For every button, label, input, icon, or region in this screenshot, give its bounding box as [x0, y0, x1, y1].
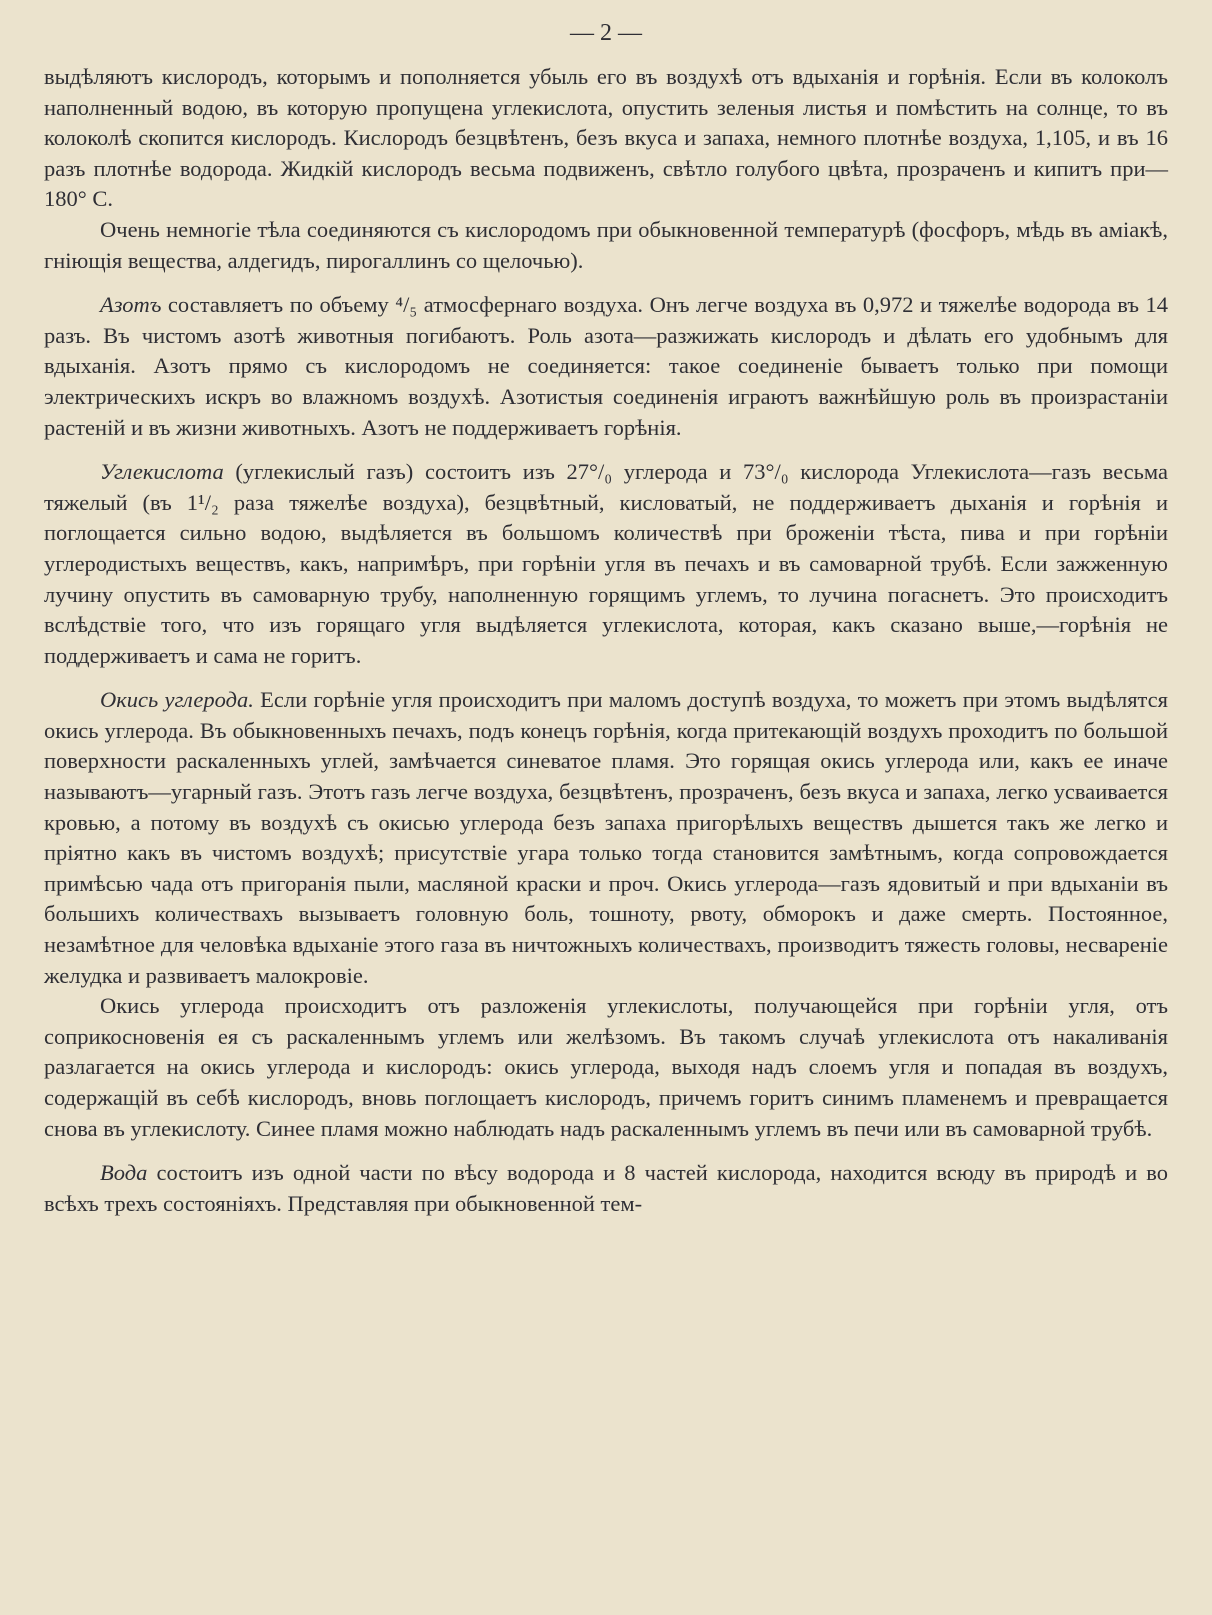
paragraph-oxygen-properties — [44, 62, 1168, 215]
paragraph-carbon-dioxide — [44, 457, 1168, 671]
paragraph-text: Если горѣніе угля происходитъ при маломъ доступѣ воздуха, то можетъ при этомъ выдѣлятся окись углерода. Въ обыкновенныхъ печахъ, подъ конецъ горѣнія, когда притекающій воздухъ проходитъ по большой поверхности раскаленныхъ углей, замѣчается синеватое пламя. Это горящая окись углерода или, какъ ее иначе называютъ—угарный газъ. Этотъ газъ легче воздуха, безцвѣтенъ, прозраченъ, безъ вкуса и запаха, легко усваивается кровью, а потому въ воздухѣ съ окисью углерода безъ запаха пригорѣлыхъ веществъ дышется такъ же легко и пріятно какъ въ чистомъ воздухѣ; присутствіе угара только тогда становится замѣтнымъ, когда сопровождается примѣсью чада отъ пригоранія пыли, масляной краски и проч. Окись углерода—газъ ядовитый и при вдыханіи въ большихъ количествахъ вызываетъ головную боль, тошноту, рвоту, обморокъ и даже смерть. Постоянное, незамѣтное для человѣка вдыханіе этого газа въ ничтожныхъ количествахъ, производитъ тяжесть головы, несвареніе желудка и развиваетъ малокровіе. — [44, 687, 1168, 988]
paragraph-oxygen-reactions — [44, 215, 1168, 276]
paragraph-carbon-monoxide — [44, 685, 1168, 991]
paragraph-text: (углекислый газъ) состоитъ изъ 27°/₀ углерода и 73°/₀ кислорода Углекислота—газъ весьма тяжелый (въ 1¹/₂ раза тяжелѣе воздуха), безцвѣтный, кисловатый, не поддерживаетъ дыханія и горѣнія и поглощается сильно водою, выдѣляется въ большомъ количествѣ при броженіи тѣста, пива и при горѣніи углеродистыхъ веществъ, какъ, напримѣръ, при горѣніи угля въ печахъ и въ самоварной трубѣ. Если зажженную лучину опустить въ самоварную трубу, наполненную горящимъ углемъ, то лучина погаснетъ. Это происходитъ вслѣдствіе того, что изъ горящаго угля выдѣляется углекислота, которая, какъ сказано выше,—горѣнія не поддерживаетъ и сама не горитъ. — [44, 459, 1168, 668]
section-term: Азотъ — [100, 292, 162, 318]
paragraph-water — [44, 1158, 1168, 1219]
paragraph-text: Окись углерода происходитъ отъ разложенія углекислоты, получающейся при горѣніи угля, отъ соприкосновенія ея съ раскаленнымъ углемъ или желѣзомъ. Въ такомъ случаѣ углекислота отъ накаливанія разлагается на окись углерода и кислородъ: окись углерода, выходя надъ слоемъ угля и попадая въ воздухъ, содержащій въ себѣ кислородъ, вновь поглощаетъ кислородъ, причемъ горитъ синимъ пламенемъ и превращается снова въ углекислоту. Синее пламя можно наблюдать надъ раскаленнымъ углемъ въ печи или въ самоварной трубѣ. — [44, 993, 1168, 1141]
paragraph-text: Очень немногіе тѣла соединяются съ кислородомъ при обыкновенной температурѣ (фосфоръ, мѣдь въ аміакѣ, гніющія вещества, алдегидъ, пирогаллинъ со щелочью). — [44, 216, 1168, 273]
section-term: Вода — [100, 1160, 148, 1186]
paragraph-carbon-monoxide-origin — [44, 991, 1168, 1144]
section-term: Окись углерода. — [100, 687, 254, 713]
paragraph-text: выдѣляютъ кислородъ, которымъ и пополняется убыль его въ воздухѣ отъ вдыханія и горѣнія. Если въ колоколъ наполненный водою, въ которую пропущена углекислота, опустить зеленыя листья и помѣстить на солнце, то въ колоколѣ скопится кислородъ. Кислородъ безцвѣтенъ, безъ вкуса и запаха, немного плотнѣе воздуха, 1,105, и въ 16 разъ плотнѣе водорода. Жидкій кислородъ весьма подвиженъ, свѣтло голубого цвѣта, прозраченъ и кипитъ при—180° С. — [44, 64, 1168, 212]
paragraph-text: состоитъ изъ одной части по вѣсу водорода и 8 частей кислорода, находится всюду въ природѣ и во всѣхъ трехъ состояніяхъ. Представляя при обыкновенной тем- — [44, 1160, 1168, 1216]
paragraph-nitrogen — [44, 290, 1168, 443]
section-term: Углекислота — [100, 459, 224, 485]
page-number: — 2 — — [570, 20, 642, 46]
paragraph-text: составляетъ по объему ⁴/₅ атмосфернаго воздуха. Онъ легче воздуха въ 0,972 и тяжелѣе водорода въ 14 разъ. Въ чистомъ азотѣ животныя погибаютъ. Роль азота—разжижать кислородъ и дѣлать его удобнымъ для вдыханія. Азотъ прямо съ кислородомъ не соединяется: такое соединеніе бываетъ только при помощи электрическихъ искръ во влажномъ воздухѣ. Азотистыя соединенія играютъ важнѣйшую роль въ произрастаніи растеній и въ жизни животныхъ. Азотъ не поддерживаетъ горѣнія. — [44, 292, 1168, 440]
